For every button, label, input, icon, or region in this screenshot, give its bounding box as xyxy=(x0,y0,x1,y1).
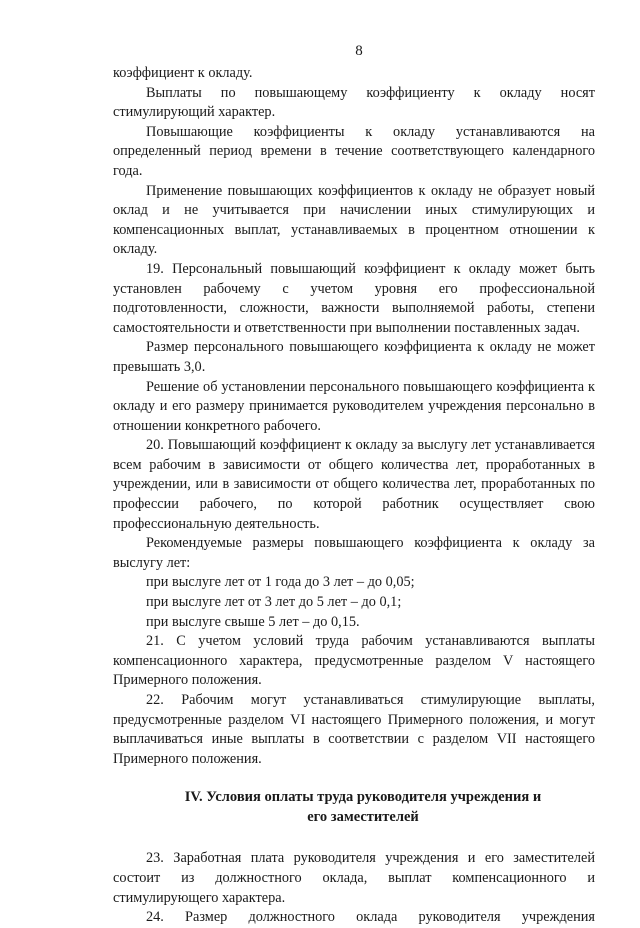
list-item: при выслуге свыше 5 лет – до 0,15. xyxy=(146,613,360,630)
paragraph: Применение повышающих коэффициентов к окладу не образует новый оклад и не учитывается при начислении иных стимулирующих и компенсационных выплат, устанавливаемых в процентном отношении к окладу. xyxy=(113,182,595,258)
paragraphs-after xyxy=(113,849,595,927)
paragraph-item-23: 23. Заработная плата руководителя учреждения и его заместителей состоит из должностного оклада, выплат компенсационного и стимулирующего характера. xyxy=(113,850,595,906)
document-page xyxy=(113,40,595,928)
paragraph: коэффициент к окладу. xyxy=(113,65,253,81)
paragraph-item-21: 21. С учетом условий труда рабочим устанавливаются выплаты компенсационного характера, предусмотренные разделом V настоящего Примерного положения. xyxy=(113,633,595,689)
paragraph: Размер персонального повышающего коэффициента к окладу не может превышать 3,0. xyxy=(113,339,595,375)
paragraphs-before xyxy=(113,64,595,573)
paragraph-item-20: 20. Повышающий коэффициент к окладу за выслугу лет устанавливается всем рабочим в зависимости от общего количества лет, проработанных в учреждении, или в зависимости от общего количества лет, проработанных по профессии рабочего, по которой работник осуществляет свою профессиональную деятельность. xyxy=(113,437,595,532)
paragraph-item-22: 22. Рабочим могут устанавливаться стимулирующие выплаты, предусмотренные разделом VI настоящего Примерного положения, и могут выплачиваться иные выплаты в соответствии с разделом VII настоящего Примерного положения. xyxy=(113,692,595,767)
paragraph-item-24: 24. Размер должностного оклада руководителя учреждения xyxy=(146,909,595,926)
section-title xyxy=(113,787,595,827)
list-item: при выслуге лет от 3 лет до 5 лет – до 0,1; xyxy=(146,594,402,611)
section-title-line: IV. Условия оплаты труда руководителя учреждения и xyxy=(184,789,542,806)
paragraph: Повышающие коэффициенты к окладу устанавливаются на определенный период времени в течение соответствующего календарного года. xyxy=(113,123,595,179)
paragraphs-middle xyxy=(113,632,595,769)
paragraph: Рекомендуемые размеры повышающего коэффициента к окладу за выслугу лет: xyxy=(113,535,595,571)
seniority-list xyxy=(113,573,595,632)
paragraph: Выплаты по повышающему коэффициенту к окладу носят стимулирующий характер. xyxy=(113,84,595,121)
page-number: 8 xyxy=(355,43,363,59)
paragraph: Решение об установлении персонального повышающего коэффициента к окладу и его размеру принимается руководителем учреждения персонально в отношении конкретного рабочего. xyxy=(113,378,595,434)
list-item: при выслуге лет от 1 года до 3 лет – до 0,05; xyxy=(146,574,415,591)
section-title-line: его заместителей xyxy=(307,809,419,826)
paragraph-item-19: 19. Персональный повышающий коэффициент к окладу может быть установлен рабочему с учетом уровня его профессиональной подготовленности, сложности, важности выполняемой работы, степени самостоятельности и ответственности при выполнении поставленных задач. xyxy=(113,260,595,336)
